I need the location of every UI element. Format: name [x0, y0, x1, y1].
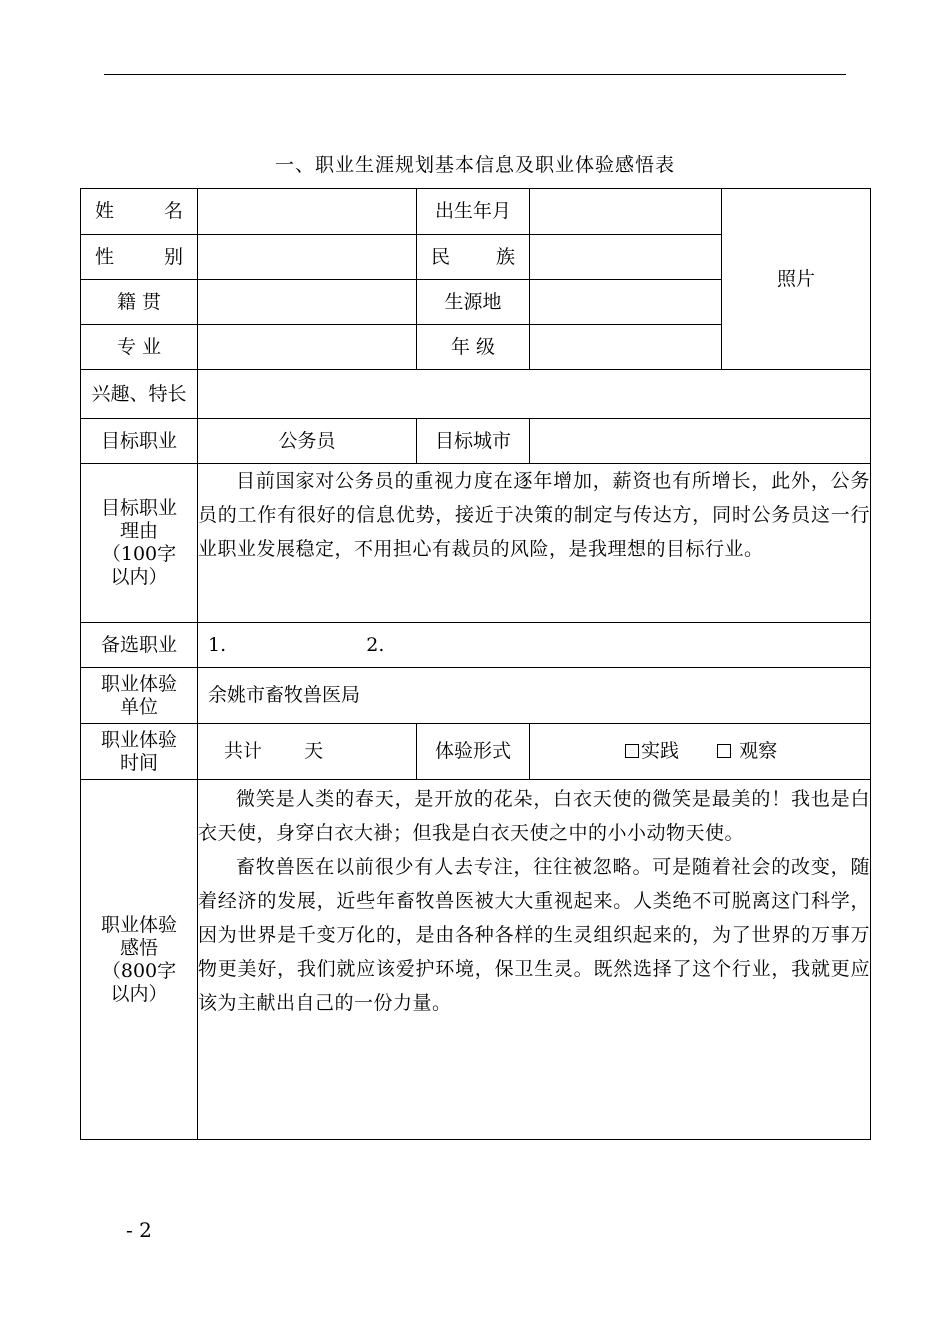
- label-target-job: 目标职业: [81, 419, 198, 464]
- form-title: 一、职业生涯规划基本信息及职业体验感悟表: [274, 154, 675, 176]
- birth-field[interactable]: [530, 189, 722, 235]
- exp-unit-field[interactable]: 余姚市畜牧兽医局: [198, 668, 871, 724]
- exp-form-field: [530, 724, 871, 780]
- label-name: 姓 名: [81, 189, 198, 235]
- alt-job-2: 2.: [366, 633, 385, 656]
- label-birth: 出生年月: [417, 189, 530, 235]
- label-major: 专 业: [81, 325, 198, 370]
- grade-field[interactable]: [530, 325, 722, 370]
- exp-reflection-field[interactable]: [198, 780, 871, 1140]
- interests-field[interactable]: [198, 370, 871, 419]
- reflection-paragraph-1: 微笑是人类的春天，是开放的花朵，白衣天使的微笑是最美的！我也是白衣天使，身穿白衣大褂；但我是白衣天使之中的小小动物天使。: [198, 788, 870, 844]
- native-place-field[interactable]: [198, 280, 417, 325]
- photo-area[interactable]: [722, 189, 871, 370]
- exp-time-total-label: 共计: [224, 740, 263, 762]
- label-grade: 年 级: [417, 325, 530, 370]
- page-number: - 2: [126, 1218, 152, 1242]
- reflection-paragraph-2: 畜牧兽医在以前很少有人去专注，往往被忽略。可是随着社会的改变，随着经济的发展，近些年畜牧兽医被大大重视起来。人类绝不可脱离这门科学，因为世界是千变万化的，是由各种各样的生灵组织起来的，为了世界的万事万物更美好，我们就应该爱护环境，保卫生灵。既然选择了这个行业，我就更应该为主献出自己的一份力量。: [198, 856, 870, 1014]
- name-field[interactable]: [198, 189, 417, 235]
- exp-time-unit-label: 天: [304, 740, 324, 762]
- label-native-place: 籍 贯: [81, 280, 198, 325]
- checkbox-icon: [717, 744, 731, 758]
- label-gender: 性 别: [81, 235, 198, 280]
- checkbox-icon: [625, 744, 639, 758]
- practice-checkbox[interactable]: 实践: [625, 740, 679, 762]
- label-interests: 兴趣、特长: [81, 370, 198, 419]
- label-origin: 生源地: [417, 280, 530, 325]
- label-exp-time: 职业体验 时间: [81, 724, 198, 780]
- origin-field[interactable]: [530, 280, 722, 325]
- header-rule: [104, 74, 846, 75]
- label-target-reason: 目标职业 理由 （100字 以内）: [81, 464, 198, 623]
- ethnicity-field[interactable]: [530, 235, 722, 280]
- career-planning-form: [80, 188, 871, 1140]
- target-job-field[interactable]: 公务员: [198, 419, 417, 464]
- label-ethnicity: 民 族: [417, 235, 530, 280]
- label-exp-reflection: 职业体验 感悟 （800字 以内）: [81, 780, 198, 1140]
- label-alt-job: 备选职业: [81, 623, 198, 668]
- exp-time-field[interactable]: [198, 724, 417, 780]
- target-city-field[interactable]: [530, 419, 871, 464]
- alt-job-1: 1.: [208, 633, 227, 656]
- alt-job-field[interactable]: [198, 623, 871, 668]
- label-exp-unit: 职业体验 单位: [81, 668, 198, 724]
- gender-field[interactable]: [198, 235, 417, 280]
- target-reason-text: 目前国家对公务员的重视力度在逐年增加，薪资也有所增长，此外，公务员的工作有很好的信息优势，接近于决策的制定与传达方，同时公务员这一行业职业发展稳定，不用担心有裁员的风险，是我理想的目标行业。: [198, 470, 870, 560]
- label-exp-form: 体验形式: [417, 724, 530, 780]
- target-reason-field[interactable]: [198, 464, 871, 623]
- label-target-city: 目标城市: [417, 419, 530, 464]
- photo-label: 照片: [776, 267, 815, 290]
- observe-checkbox[interactable]: 观察: [717, 740, 777, 762]
- major-field[interactable]: [198, 325, 417, 370]
